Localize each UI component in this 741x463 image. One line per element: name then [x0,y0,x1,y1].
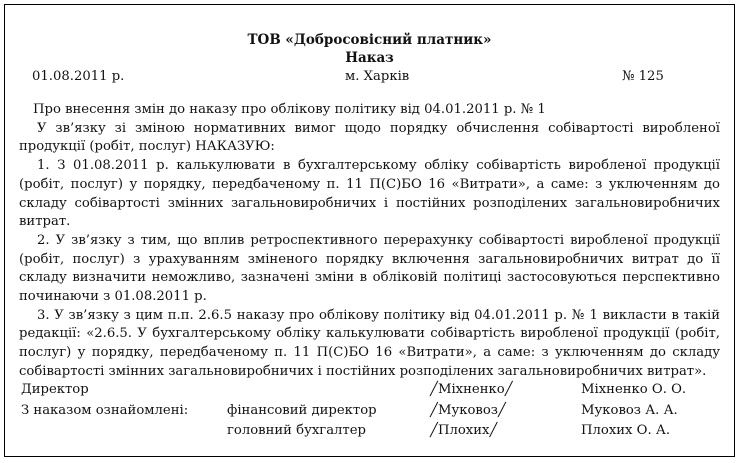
order-item-2: 2. У зв’язку з тим, що вплив ретроспективного перерахунку собівартості виробленої продукції (робіт, послуг) з урахуванням зміненого порядку включення загальновиробничих витрат до її складу визначити неможливо, зазначені зміни в обліковій політиці застосовуються перспективно починаючи з 01.08.2011 р. [19,232,720,305]
name-director: Міхненко О. О. [581,382,687,397]
signature-director: Міхненко [437,382,505,397]
director-label: Директор [21,382,89,397]
signature-line: ╱Міхненко╱ [430,382,513,397]
name-chief-accountant: Плохих О. А. [581,423,671,438]
order-preamble: У зв’язку зі зміною нормативних вимог щодо порядку обчислення собівартості виробленої продукції (робіт, послуг) НАКАЗУЮ: [19,120,720,155]
signature-labels [21,380,188,421]
order-body [19,101,720,382]
acquainted-label: З наказом ознайомлені: [21,402,189,418]
signature-line: ╱Плохих╱ [430,423,498,438]
company-name: ТОВ «Добросовісний платник» [247,32,492,48]
order-item-3: 3. У зв’язку з цим п.п. 2.6.5 наказу про облікову політику від 04.01.2011 р. № 1 викласти в такій редакції: «2.6.5. У бухгалтерському обліку калькулювати собівартість виробленої продукції (робіт, послуг) у порядку, передбаченому п. 11 П(С)БО 16 «Витрати», а саме: з уключенням до складу собівартості змінних загальновиробничих і постійних розподілених загальновиробничих витрат». [19,307,720,379]
order-date: 01.08.2011 р. [32,69,125,84]
document-page [4,4,735,457]
name-finance-director: Муковоз А. А. [581,402,678,418]
signature-chief-accountant: Плохих [437,423,490,438]
signature-finance-director: Муковоз [437,402,498,418]
document-title: Наказ [345,50,394,66]
signature-names [581,380,686,442]
position-director [227,380,377,401]
order-subject: Про внесення змін до наказу про облікову політику від 04.01.2011 р. № 1 [33,102,546,117]
position-finance-director: фінансовий директор [227,402,377,418]
signature-positions [227,380,377,442]
position-chief-accountant: головний бухгалтер [227,423,366,438]
signature-column [430,380,513,442]
order-city: м. Харків [345,69,410,84]
order-number: № 125 [622,69,664,84]
order-item-1: 1. З 01.08.2011 р. калькулювати в бухгалтерському обліку собівартість виробленої продукції (робіт, послуг) у порядку, передбаченому п. 11 П(С)БО 16 «Витрати», а саме: з уключенням до складу собівартості змінних загальновиробничих і постійних розподілених загальновиробничих витрат. [19,158,720,230]
signature-line: ╱Муковоз╱ [430,402,506,418]
